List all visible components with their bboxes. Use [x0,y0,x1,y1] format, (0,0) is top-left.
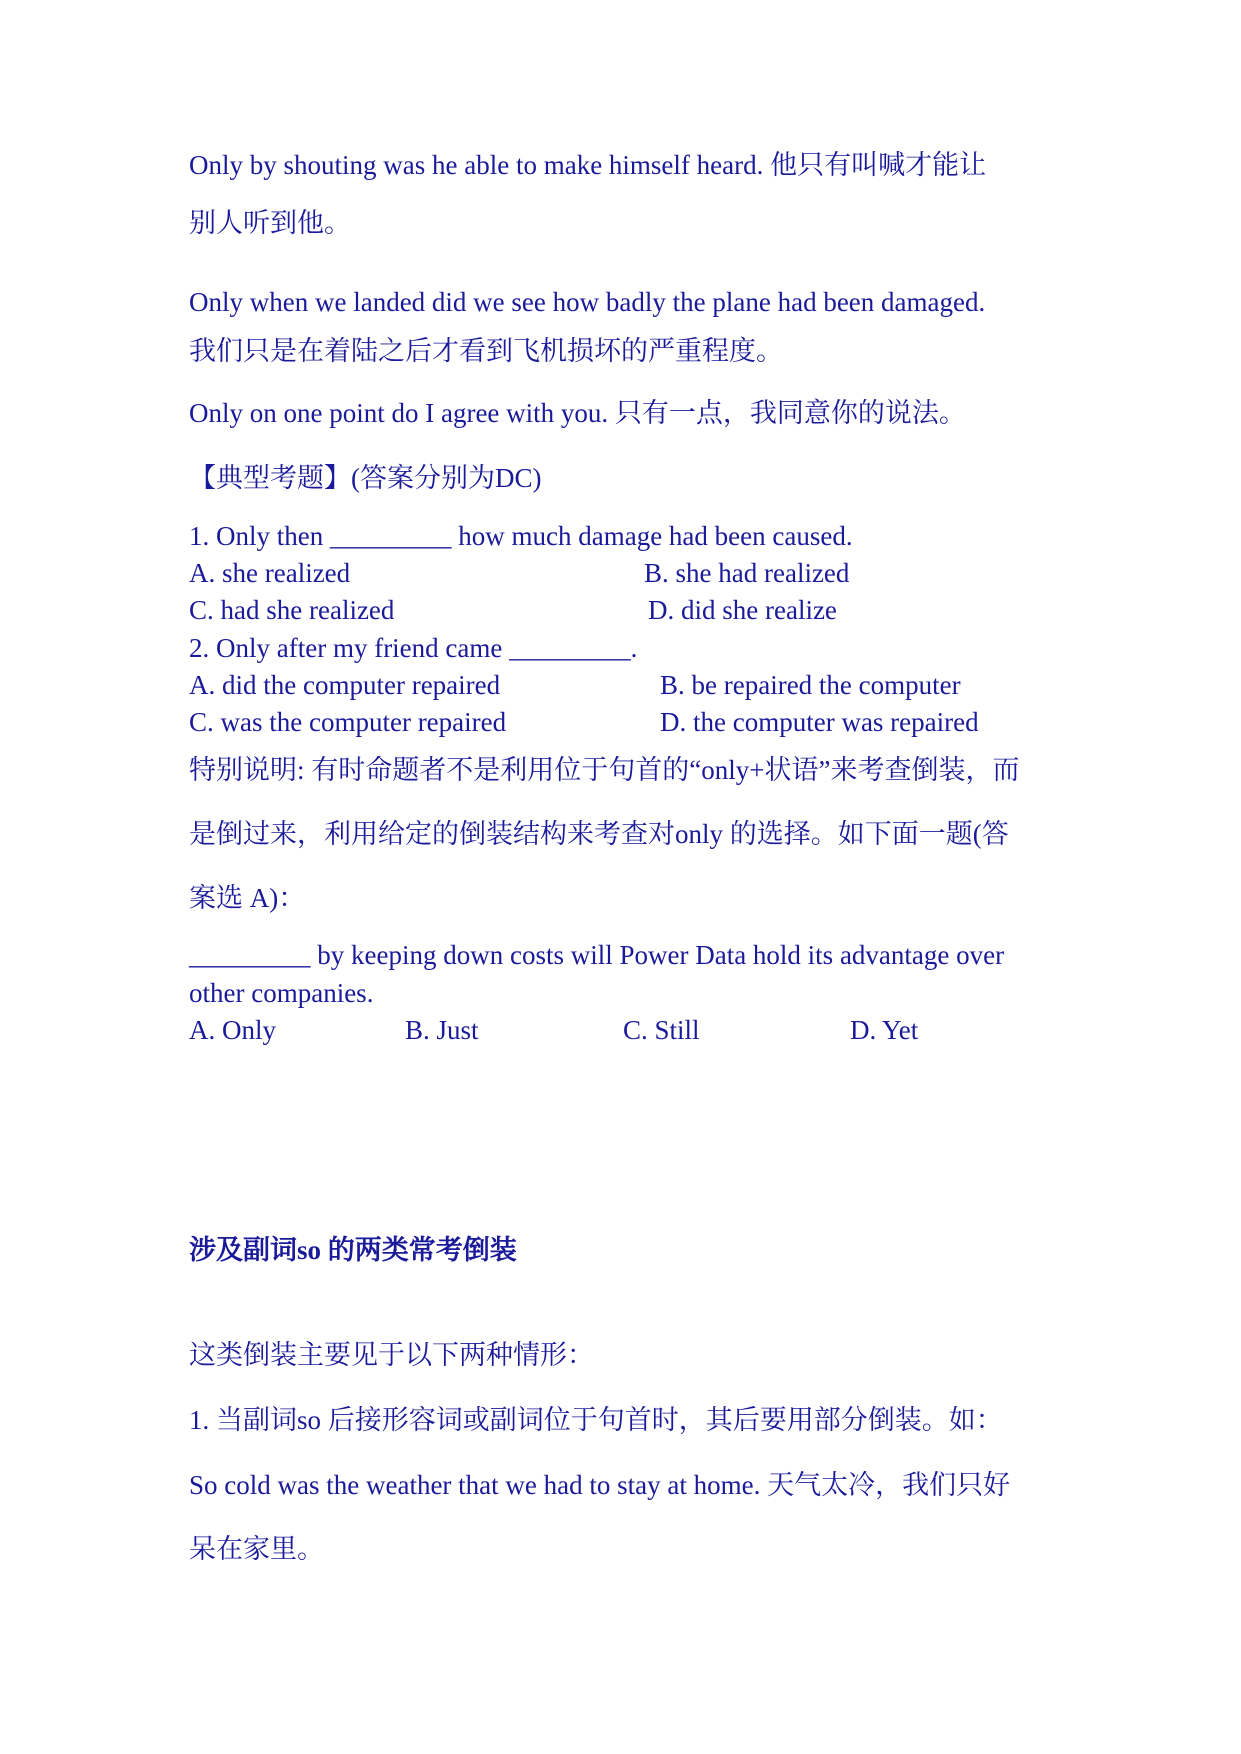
question-3-stem-line2: other companies. [189,978,374,1008]
question-2-option-b: B. be repaired the computer [660,670,961,700]
question-2-option-a: A. did the computer repaired [189,670,501,700]
question-3-option-d: D. Yet [850,1015,919,1045]
question-3-option-c: C. Still [623,1015,700,1045]
question-1-option-c: C. had she realized [189,595,395,625]
question-2-option-c: C. was the computer repaired [189,707,507,737]
question-3-option-a: A. Only [189,1015,276,1045]
example-only-when-line2: 我们只是在着陆之后才看到飞机损坏的严重程度。 [189,336,783,366]
example-only-shouting-line2: 别人听到他。 [189,208,351,238]
question-1-stem: 1. Only then _________ how much damage had been caused. [189,521,853,551]
question-2-stem: 2. Only after my friend came _________. [189,633,638,663]
section-intro: 这类倒装主要见于以下两种情形： [189,1340,594,1370]
question-1-option-d: D. did she realize [648,595,837,625]
question-3-option-b: B. Just [405,1015,479,1045]
typical-questions-heading: 【典型考题】(答案分别为DC) [189,463,542,493]
so-example-line2: 呆在家里。 [189,1534,324,1564]
example-only-on-one-point: Only on one point do I agree with you. 只有一点，我同意你的说法。 [189,398,966,428]
question-2-option-d: D. the computer was repaired [660,707,979,737]
section-title: 涉及副词so 的两类常考倒装 [189,1235,517,1265]
so-example-line1: So cold was the weather that we had to stay at home. 天气太冷，我们只好 [189,1470,1011,1500]
question-1-option-b: B. she had realized [644,558,850,588]
example-only-shouting-line1: Only by shouting was he able to make himself heard. 他只有叫喊才能让 [189,150,987,180]
section-point-1: 1. 当副词so 后接形容词或副词位于句首时，其后要用部分倒装。如： [189,1405,1003,1435]
example-only-when-line1: Only when we landed did we see how badly the plane had been damaged. [189,287,986,317]
question-3-stem-line1: _________ by keeping down costs will Power Data hold its advantage over [189,940,1005,970]
special-note-line1: 特别说明: 有时命题者不是利用位于句首的“only+状语”来考查倒装，而 [189,755,1020,785]
special-note-line3: 案选 A)： [189,883,306,913]
special-note-line2: 是倒过来，利用给定的倒装结构来考查对only 的选择。如下面一题(答 [189,819,1009,849]
question-1-option-a: A. she realized [189,558,351,588]
